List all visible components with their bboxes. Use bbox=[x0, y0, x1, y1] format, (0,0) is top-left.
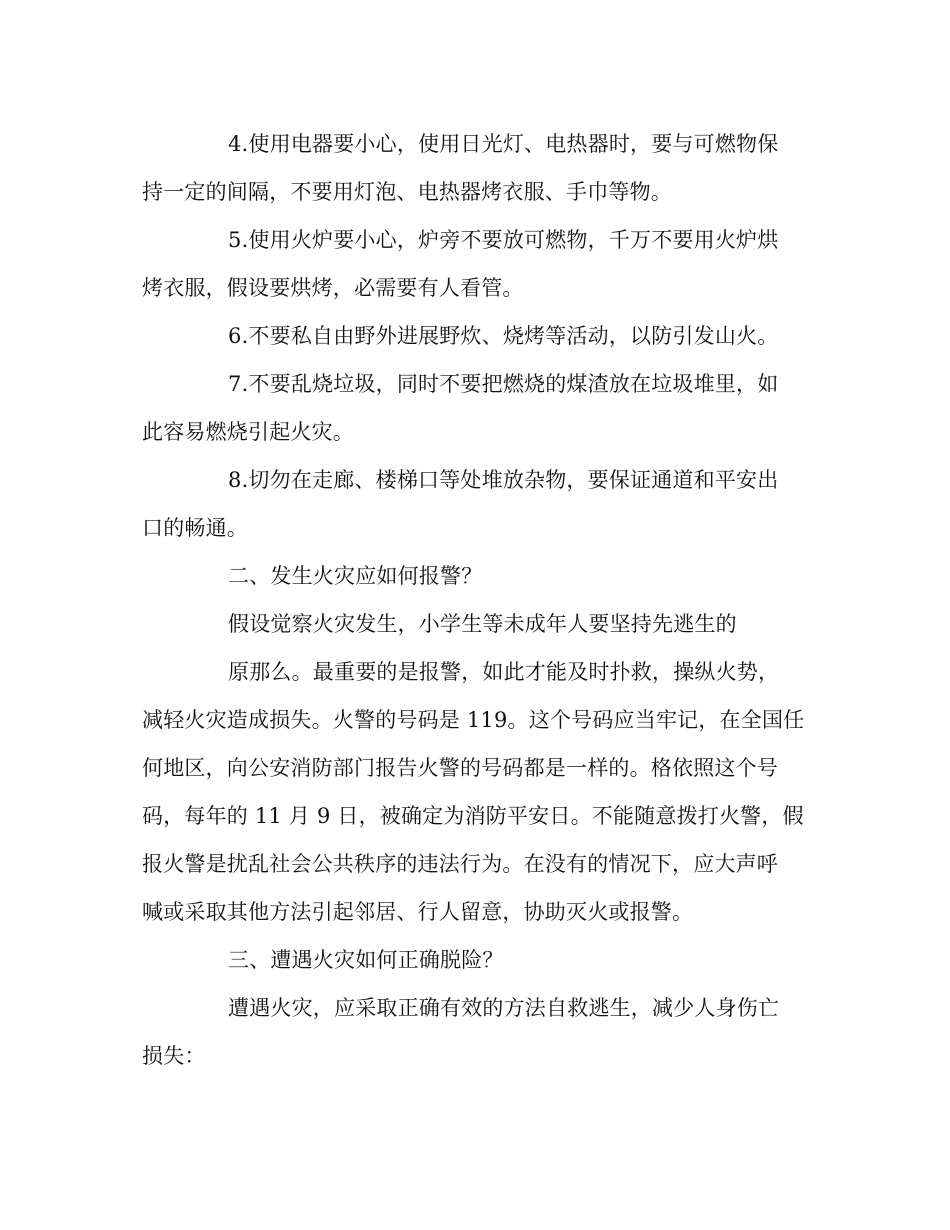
text-line: 烤衣服，假设要烘烤，必需要有人看管。 bbox=[142, 276, 524, 300]
text-line: 二、发生火灾应如何报警？ bbox=[228, 564, 483, 588]
text-line: 假设觉察火灾发生，小学生等未成年人要坚持先逃生的 bbox=[228, 612, 737, 636]
text-line: 6.不要私自由野外进展野炊、烧烤等活动，以防引发山火。 bbox=[228, 324, 779, 348]
text-line: 码，每年的 11 月 9 日，被确定为消防平安日。不能随意拨打火警，假 bbox=[142, 804, 804, 828]
text-line: 原那么。最重要的是报警，如此才能及时扑救，操纵火势， bbox=[228, 660, 780, 684]
text-line: 5.使用火炉要小心，炉旁不要放可燃物，千万不要用火炉烘 bbox=[228, 228, 779, 252]
text-line: 报火警是扰乱社会公共秩序的违法行为。在没有的情况下，应大声呼 bbox=[142, 852, 778, 876]
text-line: 喊或采取其他方法引起邻居、行人留意，协助灭火或报警。 bbox=[142, 900, 694, 924]
text-line: 减轻火灾造成损失。火警的号码是 119。这个号码应当牢记，在全国任 bbox=[142, 708, 805, 732]
text-line: 8.切勿在走廊、楼梯口等处堆放杂物，要保证通道和平安出 bbox=[228, 468, 779, 492]
text-line: 此容易燃烧引起火灾。 bbox=[142, 420, 354, 444]
text-line: 何地区，向公安消防部门报告火警的号码都是一样的。格依照这个号 bbox=[142, 756, 778, 780]
text-line: 遭遇火灾，应采取正确有效的方法自救逃生，减少人身伤亡 bbox=[228, 996, 780, 1020]
document-body bbox=[142, 124, 814, 1084]
text-line: 7.不要乱烧垃圾，同时不要把燃烧的煤渣放在垃圾堆里，如 bbox=[228, 372, 779, 396]
text-line: 三、遭遇火灾如何正确脱险？ bbox=[228, 948, 504, 972]
text-line: 持一定的间隔，不要用灯泡、电热器烤衣服、手巾等物。 bbox=[142, 180, 672, 204]
text-line: 口的畅通。 bbox=[142, 516, 248, 540]
text-line: 4.使用电器要小心，使用日光灯、电热器时，要与可燃物保 bbox=[228, 132, 779, 156]
text-line: 损失： bbox=[142, 1044, 206, 1068]
